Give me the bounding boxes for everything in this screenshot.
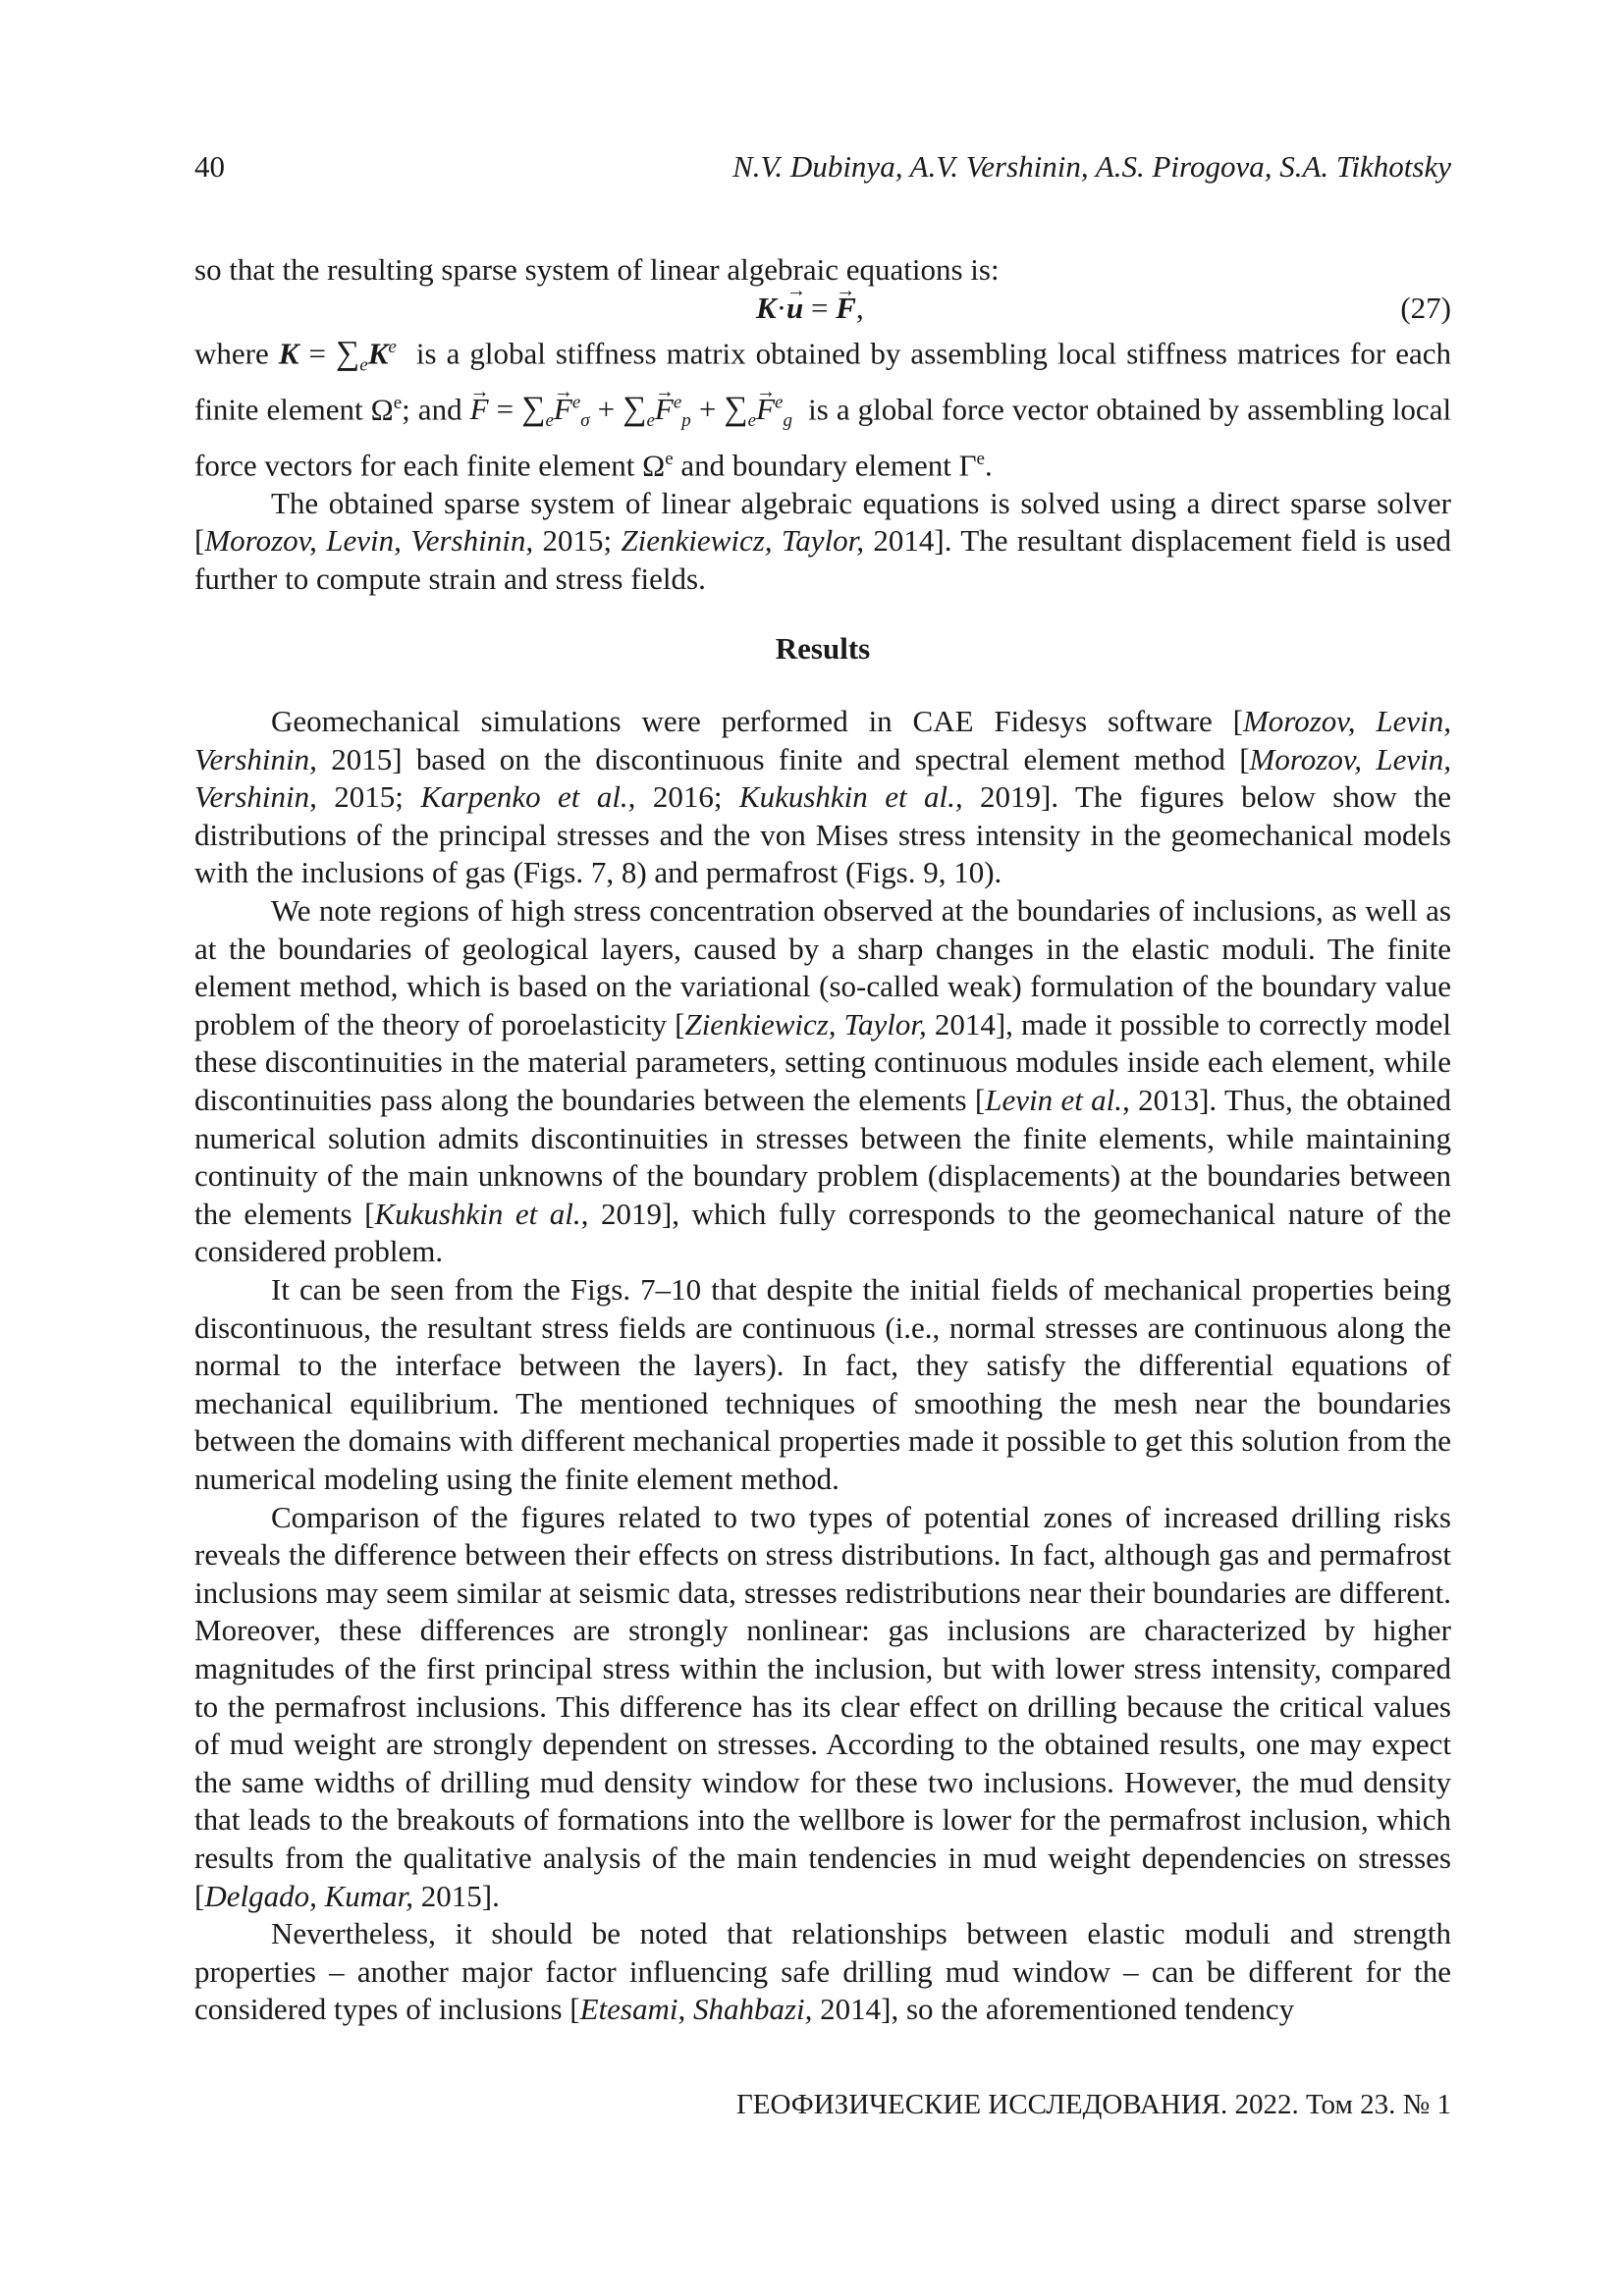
- running-head-authors: N.V. Dubinya, A.V. Vershinin, A.S. Pirogova, S.A. Tikhotsky: [732, 149, 1451, 184]
- paragraph-2: We note regions of high stress concentration observed at the boundaries of inclusions, as well as at the boundaries of geological layers, caused by a sharp changes in the elastic moduli. The finite element method, which is based on the variational (so-called weak) formulation of the boundary value problem of the theory of poroelasticity [Zienkiewicz, Taylor, 2014], made it possible to correctly model these discontinuities in the material parameters, setting continuous modules inside each element, while discontinuities pass along the boundaries between the elements [Levin et al., 2013]. Thus, the obtained numerical solution admits discontinuities in stresses between the finite elements, while maintaining continuity of the main unknowns of the boundary problem (displacements) at the boundaries between the elements [Kukushkin et al., 2019], which fully corresponds to the geomechanical nature of the considered problem.: [194, 893, 1452, 1269]
- paragraph-3: It can be seen from the Figs. 7–10 that despite the initial fields of mechanical properties being discontinuous, the resultant stress fields are continuous (i.e., normal stresses are continuous along the normal to the interface between the layers). In fact, they satisfy the differential equations of mechanical equilibrium. The mentioned techniques of smoothing the mesh near the boundaries between the domains with different mechanical properties made it possible to get this solution from the numerical modeling using the finite element method.: [194, 1272, 1451, 1496]
- paragraph-solver: The obtained sparse system of linear algebraic equations is solved using a direct sparse solver [Morozov, Levin, Vershinin, 2015; Zienkiewicz, Taylor, 2014]. The resultant displacement field is used further to compute strain and stress fields.: [194, 485, 1451, 596]
- equation-lead-text: so that the resulting sparse system of linear algebraic equations is:: [194, 252, 1000, 287]
- section-title-results: Results: [775, 630, 871, 666]
- equation-27-formula: K·→ u = → F,: [756, 290, 864, 328]
- equation-definitions: where $K = \sum_eK^e$ is a global stiffness matrix obtained by assembling local stiffness matrices for each finite element $\Omega^e$; and → $F = \sum_e\to F^e_\sigma + \sum_e\to F^e_p + \sum_e\to F^e_g$ is a global force vector obtained by assembling local force vectors for each finite element $\Omega^e$ and boundary element $\Gamma^e$.: [194, 329, 1451, 485]
- equation-27: [194, 290, 1451, 329]
- equation-number: (27): [1400, 290, 1451, 325]
- article-body: [194, 251, 1451, 2029]
- paragraph-5: Nevertheless, it should be noted that relationships between elastic moduli and strength properties – another major factor influencing safe drilling mud window – can be different for the considered types of inclusions [Etesami, Shahbazi, 2014], so the aforementioned tendency: [194, 1916, 1451, 2027]
- force-formula: → $F = \sum_e\to F^e_\sigma + \sum_e\to F^e_p + \sum_e\to F^e_g$: [470, 392, 792, 426]
- stiffness-formula: K: [278, 335, 299, 370]
- running-header: [194, 149, 1451, 188]
- page-number: 40: [194, 149, 225, 184]
- paragraph-4: Comparison of the figures related to two types of potential zones of increased drilling risks reveals the difference between their effects on stress distributions. In fact, although gas and permafrost inclusions may seem similar at seismic data, stresses redistributions near their boundaries are different. Moreover, these differences are strongly nonlinear: gas inclusions are characterized by higher magnitudes of the first principal stress within the inclusion, but with lower stress intensity, compared to the permafrost inclusions. This difference has its clear effect on drilling because the critical values of mud weight are strongly dependent on stresses. According to the obtained results, one may expect the same widths of drilling mud density window for these two inclusions. However, the mud density that leads to the breakouts of formations into the wellbore is lower for the permafrost inclusion, which results from the qualitative analysis of the main tendencies in mud weight dependencies on stresses [Delgado, Kumar, 2015].: [194, 1499, 1451, 1913]
- journal-footer: ГЕОФИЗИЧЕСКИЕ ИССЛЕДОВАНИЯ. 2022. Том 23. № 1: [736, 2089, 1451, 2120]
- paragraph-1: Geomechanical simulations were performed in CAE Fidesys software [Morozov, Levin, Vershinin, 2015] based on the discontinuous finite and spectral element method [Morozov, Levin, Vershinin, 2015; Karpenko et al., 2016; Kukushkin et al., 2019]. The figures below show the distributions of the principal stresses and the von Mises stress intensity in the geomechanical models with the inclusions of gas (Figs. 7, 8) and permafrost (Figs. 9, 10).: [194, 704, 1452, 890]
